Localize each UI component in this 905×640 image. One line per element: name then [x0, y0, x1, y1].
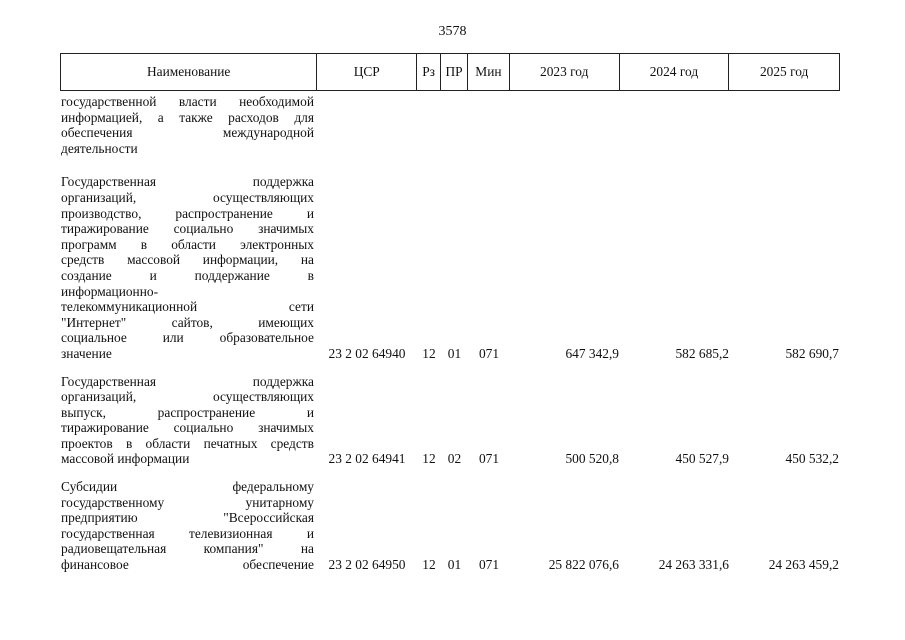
- row-pr: 02: [447, 451, 462, 467]
- row-name-line: проектов в области печатных средств: [61, 435, 314, 451]
- row-name-line: организаций, осуществляющих: [61, 389, 314, 405]
- header-2025: 2025 год: [759, 64, 809, 79]
- header-min: Мин: [468, 54, 510, 90]
- row-name: [60, 94, 317, 156]
- row-name-line: Государственная поддержка: [61, 174, 314, 190]
- row-name-line: программ в области электронных: [61, 236, 314, 252]
- row-name-line: государственному унитарному: [61, 494, 314, 510]
- row-name-line: предприятию "Всероссийская: [61, 510, 314, 526]
- row-name-line: значение: [61, 345, 112, 361]
- row-name-line: государственной власти необходимой: [61, 94, 314, 109]
- row-name-line: создание и поддержание в: [61, 267, 314, 283]
- row-2023: 25 822 076,6: [548, 557, 619, 573]
- row-name-line: организаций, осуществляющих: [61, 189, 314, 205]
- row-name-line: финансовое обеспечение: [61, 557, 314, 573]
- table-row: [60, 94, 840, 156]
- row-2025: 450 532,2: [785, 451, 839, 467]
- table-row: [60, 374, 840, 468]
- row-name-line: тиражирование социально значимых: [61, 221, 314, 237]
- header-pr: ПР: [441, 54, 468, 90]
- row-rz: 12: [422, 557, 436, 573]
- row-name-line: производство, распространение и: [61, 205, 314, 221]
- table-row: [60, 479, 840, 573]
- header-name: Наименование: [61, 54, 317, 90]
- row-pr: 01: [447, 345, 462, 361]
- row-2025: 582 690,7: [785, 345, 839, 361]
- row-name-line: телекоммуникационной сети: [61, 299, 314, 315]
- header-csr: ЦСР: [317, 54, 417, 90]
- row-min: 071: [478, 557, 500, 573]
- row-name-line: обеспечения международной: [61, 125, 314, 141]
- row-name: [60, 374, 317, 468]
- row-name: [60, 174, 317, 361]
- table-row: [60, 174, 840, 361]
- row-min: 071: [478, 451, 500, 467]
- table-body: [60, 94, 840, 585]
- row-name-line: деятельности: [61, 140, 138, 156]
- row-name-line: "Интернет" сайтов, имеющих: [61, 314, 314, 330]
- header-rz: Рз: [417, 54, 441, 90]
- row-name-line: Государственная поддержка: [61, 373, 314, 389]
- row-csr: 23 2 02 64950: [328, 557, 406, 573]
- row-name-line: социальное или образовательное: [61, 330, 314, 346]
- row-2024: 450 527,9: [675, 451, 729, 467]
- row-name-line: средств массовой информации, на: [61, 252, 314, 268]
- row-name-line: информацией, а также расходов для: [61, 109, 314, 125]
- page-number: 3578: [438, 24, 467, 39]
- row-name-line: радиовещательная компания" на: [61, 541, 314, 557]
- header-2024: 2024 год: [620, 54, 730, 90]
- row-2023: 647 342,9: [565, 345, 619, 361]
- row-name-line: государственная телевизионная и: [61, 525, 314, 541]
- header-2023: 2023 год: [510, 54, 620, 90]
- row-name-line: Субсидии федеральному: [61, 479, 314, 495]
- row-rz: 12: [422, 345, 436, 361]
- row-pr: 01: [447, 557, 462, 573]
- row-csr: 23 2 02 64940: [328, 345, 406, 361]
- row-name-line: массовой информации: [61, 451, 190, 467]
- row-2024: 24 263 331,6: [658, 557, 729, 573]
- row-name-line: выпуск, распространение и: [61, 404, 314, 420]
- row-2024: 582 685,2: [675, 345, 729, 361]
- row-name: [60, 479, 317, 573]
- row-2023: 500 520,8: [565, 451, 619, 467]
- row-2025: 24 263 459,2: [768, 557, 839, 573]
- row-name-line: тиражирование социально значимых: [61, 420, 314, 436]
- table-header: [60, 53, 840, 91]
- row-rz: 12: [422, 451, 436, 467]
- row-name-line: информационно-: [61, 283, 159, 299]
- row-min: 071: [478, 345, 500, 361]
- row-csr: 23 2 02 64941: [328, 451, 406, 467]
